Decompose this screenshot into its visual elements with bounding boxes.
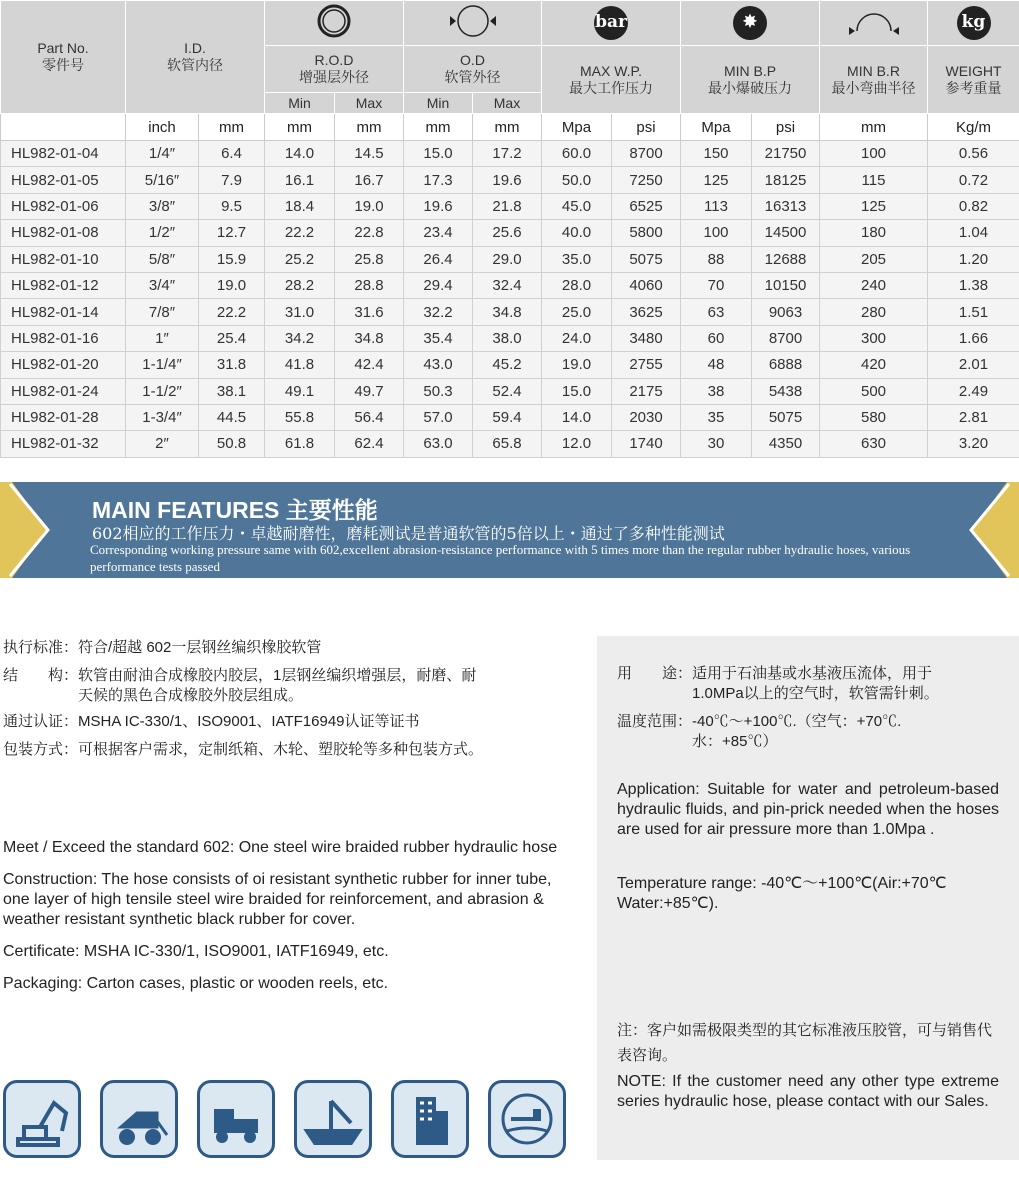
value-cell: 34.8 bbox=[335, 325, 404, 351]
value-cell: 25.2 bbox=[265, 246, 335, 272]
value-cell: 17.3 bbox=[404, 167, 473, 193]
header-min: Min bbox=[404, 93, 473, 114]
value-cell: 38 bbox=[681, 378, 752, 404]
value-cell: 0.82 bbox=[928, 193, 1019, 219]
value-cell: 5800 bbox=[612, 220, 681, 246]
od-icon bbox=[404, 1, 542, 46]
value-cell: 300 bbox=[820, 325, 928, 351]
value-cell: 17.2 bbox=[473, 141, 542, 167]
value-cell: 14.5 bbox=[335, 141, 404, 167]
value-cell: 100 bbox=[820, 141, 928, 167]
value-cell: 31.8 bbox=[199, 352, 265, 378]
value-cell: 8700 bbox=[752, 325, 820, 351]
unit-cell: psi bbox=[752, 114, 820, 141]
value-cell: 22.8 bbox=[335, 220, 404, 246]
value-cell: 25.4 bbox=[199, 325, 265, 351]
value-cell: 41.8 bbox=[265, 352, 335, 378]
table-row bbox=[1, 167, 1019, 193]
value-cell: 24.0 bbox=[542, 325, 612, 351]
value-cell: 1-3/4″ bbox=[126, 404, 199, 430]
value-cell: 34.8 bbox=[473, 299, 542, 325]
unit-cell: mm bbox=[265, 114, 335, 141]
value-cell: 2755 bbox=[612, 352, 681, 378]
part-number-cell: HL982-01-06 bbox=[1, 193, 126, 219]
value-cell: 7/8″ bbox=[126, 299, 199, 325]
value-cell: 21750 bbox=[752, 141, 820, 167]
value-cell: 32.4 bbox=[473, 272, 542, 298]
banner-en: Corresponding working pressure same with 602,excellent abrasion-resistance performance with 5 times more than the regular rubber hydraulic hoses, various performance tests passed bbox=[90, 542, 911, 574]
right-panel bbox=[597, 636, 1019, 1160]
header-od: O.D 软管外径 bbox=[404, 46, 542, 93]
wheel-loader-icon bbox=[100, 1080, 178, 1158]
part-number-cell: HL982-01-08 bbox=[1, 220, 126, 246]
value-cell: 38.0 bbox=[473, 325, 542, 351]
table-row bbox=[1, 272, 1019, 298]
value-cell: 4350 bbox=[752, 431, 820, 457]
value-cell: 28.0 bbox=[542, 272, 612, 298]
table-row bbox=[1, 299, 1019, 325]
value-cell: 3/8″ bbox=[126, 193, 199, 219]
value-cell: 2″ bbox=[126, 431, 199, 457]
value-cell: 150 bbox=[681, 141, 752, 167]
value-cell: 3/4″ bbox=[126, 272, 199, 298]
part-number-cell: HL982-01-14 bbox=[1, 299, 126, 325]
part-number-cell: HL982-01-24 bbox=[1, 378, 126, 404]
note-cn: 注：客户如需极限类型的其它标准液压胶管，可与销售代表咨询。 bbox=[617, 1022, 993, 1064]
value-cell: 1.20 bbox=[928, 246, 1019, 272]
part-number-cell: HL982-01-32 bbox=[1, 431, 126, 457]
value-cell: 580 bbox=[820, 404, 928, 430]
value-cell: 25.8 bbox=[335, 246, 404, 272]
table-row bbox=[1, 352, 1019, 378]
value-cell: 65.8 bbox=[473, 431, 542, 457]
value-cell: 31.6 bbox=[335, 299, 404, 325]
value-cell: 7250 bbox=[612, 167, 681, 193]
value-cell: 16.7 bbox=[335, 167, 404, 193]
unit-cell bbox=[1, 114, 126, 141]
banner-cn: 602相应的工作压力・卓越耐磨性，磨耗测试是普通软管的5倍以上・通过了多种性能测试 bbox=[92, 524, 725, 543]
value-cell: 100 bbox=[681, 220, 752, 246]
construction-en: Construction: The hose consists of oi resistant synthetic rubber for inner tube, one layer of high tensile steel wire braided for reinforcement, and abrasion & weather resistant synthetic black rubber for cover. bbox=[3, 871, 552, 928]
value-cell: 45.2 bbox=[473, 352, 542, 378]
table-row bbox=[1, 193, 1019, 219]
value-cell: 28.8 bbox=[335, 272, 404, 298]
value-cell: 280 bbox=[820, 299, 928, 325]
unit-cell: mm bbox=[335, 114, 404, 141]
part-number-cell: HL982-01-28 bbox=[1, 404, 126, 430]
value-cell: 35.4 bbox=[404, 325, 473, 351]
unit-cell: Mpa bbox=[681, 114, 752, 141]
value-cell: 113 bbox=[681, 193, 752, 219]
header-min: Min bbox=[265, 93, 335, 114]
value-cell: 500 bbox=[820, 378, 928, 404]
value-cell: 1.66 bbox=[928, 325, 1019, 351]
value-cell: 55.8 bbox=[265, 404, 335, 430]
header-min-br: MIN B.R 最小弯曲半径 bbox=[820, 46, 928, 114]
value-cell: 31.0 bbox=[265, 299, 335, 325]
table-row bbox=[1, 141, 1019, 167]
value-cell: 180 bbox=[820, 220, 928, 246]
value-cell: 26.4 bbox=[404, 246, 473, 272]
value-cell: 1″ bbox=[126, 325, 199, 351]
part-number-cell: HL982-01-12 bbox=[1, 272, 126, 298]
value-cell: 29.4 bbox=[404, 272, 473, 298]
value-cell: 1-1/4″ bbox=[126, 352, 199, 378]
value-cell: 1/4″ bbox=[126, 141, 199, 167]
header-min-bp: MIN B.P 最小爆破压力 bbox=[681, 46, 820, 114]
application-en: Application: Suitable for water and petroleum-based hydraulic fluids, and pin-prick needed when the hoses are used for air pressure more than 1.0Mpa . bbox=[617, 781, 999, 838]
value-cell: 59.4 bbox=[473, 404, 542, 430]
bend-radius-icon bbox=[820, 1, 928, 46]
value-cell: 630 bbox=[820, 431, 928, 457]
building-icon bbox=[391, 1080, 469, 1158]
value-cell: 12.0 bbox=[542, 431, 612, 457]
value-cell: 1.51 bbox=[928, 299, 1019, 325]
value-cell: 14.0 bbox=[542, 404, 612, 430]
value-cell: 115 bbox=[820, 167, 928, 193]
kg-icon: kg bbox=[928, 1, 1019, 46]
value-cell: 16313 bbox=[752, 193, 820, 219]
table-row bbox=[1, 431, 1019, 457]
application-icons bbox=[3, 1080, 566, 1158]
value-cell: 23.4 bbox=[404, 220, 473, 246]
value-cell: 15.0 bbox=[542, 378, 612, 404]
part-number-cell: HL982-01-05 bbox=[1, 167, 126, 193]
value-cell: 5/16″ bbox=[126, 167, 199, 193]
value-cell: 50.3 bbox=[404, 378, 473, 404]
standard-en: Meet / Exceed the standard 602: One steel wire braided rubber hydraulic hose bbox=[3, 839, 558, 856]
value-cell: 50.0 bbox=[542, 167, 612, 193]
standard-cn: 执行标准：符合/超越 602一层钢丝编织橡胶软管 bbox=[3, 639, 322, 656]
value-cell: 5075 bbox=[612, 246, 681, 272]
value-cell: 22.2 bbox=[265, 220, 335, 246]
value-cell: 3.20 bbox=[928, 431, 1019, 457]
left-cn-block bbox=[3, 634, 593, 764]
value-cell: 35 bbox=[681, 404, 752, 430]
bar-icon: bar bbox=[542, 1, 681, 46]
note-en: NOTE: If the customer need any other type extreme series hydraulic hose, please contact with our Sales. bbox=[617, 1073, 999, 1110]
header-max: Max bbox=[335, 93, 404, 114]
ship-crane-icon bbox=[294, 1080, 372, 1158]
value-cell: 19.0 bbox=[335, 193, 404, 219]
value-cell: 61.8 bbox=[265, 431, 335, 457]
agriculture-tractor-icon bbox=[488, 1080, 566, 1158]
value-cell: 14.0 bbox=[265, 141, 335, 167]
value-cell: 43.0 bbox=[404, 352, 473, 378]
value-cell: 50.8 bbox=[199, 431, 265, 457]
value-cell: 125 bbox=[681, 167, 752, 193]
header-weight: WEIGHT 参考重量 bbox=[928, 46, 1019, 114]
construction-cn: 结 构：软管由耐油合成橡胶内胶层，1层钢丝编织增强层，耐磨、耐 bbox=[3, 667, 477, 684]
header-rod: R.O.D 增强层外径 bbox=[265, 46, 404, 93]
value-cell: 0.56 bbox=[928, 141, 1019, 167]
value-cell: 25.6 bbox=[473, 220, 542, 246]
value-cell: 2175 bbox=[612, 378, 681, 404]
value-cell: 18125 bbox=[752, 167, 820, 193]
value-cell: 1740 bbox=[612, 431, 681, 457]
value-cell: 35.0 bbox=[542, 246, 612, 272]
value-cell: 88 bbox=[681, 246, 752, 272]
unit-cell: inch bbox=[126, 114, 199, 141]
dump-truck-icon bbox=[197, 1080, 275, 1158]
value-cell: 57.0 bbox=[404, 404, 473, 430]
construction-cn-2: 天候的黑色合成橡胶外胶层组成。 bbox=[3, 687, 304, 704]
value-cell: 28.2 bbox=[265, 272, 335, 298]
value-cell: 6525 bbox=[612, 193, 681, 219]
value-cell: 240 bbox=[820, 272, 928, 298]
value-cell: 63 bbox=[681, 299, 752, 325]
unit-cell: mm bbox=[820, 114, 928, 141]
value-cell: 1-1/2″ bbox=[126, 378, 199, 404]
part-number-cell: HL982-01-04 bbox=[1, 141, 126, 167]
value-cell: 9.5 bbox=[199, 193, 265, 219]
value-cell: 16.1 bbox=[265, 167, 335, 193]
value-cell: 38.1 bbox=[199, 378, 265, 404]
unit-cell: Mpa bbox=[542, 114, 612, 141]
value-cell: 44.5 bbox=[199, 404, 265, 430]
value-cell: 60 bbox=[681, 325, 752, 351]
value-cell: 125 bbox=[820, 193, 928, 219]
left-en-block bbox=[3, 838, 563, 994]
value-cell: 0.72 bbox=[928, 167, 1019, 193]
value-cell: 2.49 bbox=[928, 378, 1019, 404]
value-cell: 4060 bbox=[612, 272, 681, 298]
value-cell: 15.0 bbox=[404, 141, 473, 167]
main-features-banner bbox=[0, 482, 1019, 578]
value-cell: 60.0 bbox=[542, 141, 612, 167]
value-cell: 52.4 bbox=[473, 378, 542, 404]
value-cell: 8700 bbox=[612, 141, 681, 167]
value-cell: 18.4 bbox=[265, 193, 335, 219]
temperature-en: Temperature range: -40℃～+100℃(Air:+70℃ Water:+85℃). bbox=[617, 875, 947, 912]
value-cell: 48 bbox=[681, 352, 752, 378]
value-cell: 34.2 bbox=[265, 325, 335, 351]
value-cell: 56.4 bbox=[335, 404, 404, 430]
excavator-icon bbox=[3, 1080, 81, 1158]
units-row bbox=[1, 114, 1019, 141]
value-cell: 420 bbox=[820, 352, 928, 378]
value-cell: 10150 bbox=[752, 272, 820, 298]
header-max-wp: MAX W.P. 最大工作压力 bbox=[542, 46, 681, 114]
packaging-cn: 包装方式：可根据客户需求，定制纸箱、木轮、塑胶轮等多种包装方式。 bbox=[3, 741, 484, 758]
header-part-no: Part No. 零件号 bbox=[1, 1, 126, 114]
table-row bbox=[1, 246, 1019, 272]
value-cell: 45.0 bbox=[542, 193, 612, 219]
value-cell: 63.0 bbox=[404, 431, 473, 457]
unit-cell: mm bbox=[404, 114, 473, 141]
value-cell: 19.0 bbox=[542, 352, 612, 378]
value-cell: 30 bbox=[681, 431, 752, 457]
banner-title: MAIN FEATURES 主要性能 bbox=[92, 497, 378, 523]
value-cell: 1/2″ bbox=[126, 220, 199, 246]
part-number-cell: HL982-01-10 bbox=[1, 246, 126, 272]
header-max: Max bbox=[473, 93, 542, 114]
value-cell: 49.7 bbox=[335, 378, 404, 404]
value-cell: 3625 bbox=[612, 299, 681, 325]
value-cell: 21.8 bbox=[473, 193, 542, 219]
table-row bbox=[1, 325, 1019, 351]
value-cell: 70 bbox=[681, 272, 752, 298]
value-cell: 12688 bbox=[752, 246, 820, 272]
value-cell: 14500 bbox=[752, 220, 820, 246]
value-cell: 49.1 bbox=[265, 378, 335, 404]
value-cell: 3480 bbox=[612, 325, 681, 351]
unit-cell: mm bbox=[473, 114, 542, 141]
table-row bbox=[1, 404, 1019, 430]
packaging-en: Packaging: Carton cases, plastic or wooden reels, etc. bbox=[3, 975, 389, 992]
table-row bbox=[1, 378, 1019, 404]
unit-cell: mm bbox=[199, 114, 265, 141]
value-cell: 6888 bbox=[752, 352, 820, 378]
value-cell: 32.2 bbox=[404, 299, 473, 325]
value-cell: 2030 bbox=[612, 404, 681, 430]
temp-cn: 温度范围：-40℃～+100℃.（空气：+70℃. 水：+85℃） bbox=[617, 713, 902, 750]
header-id: I.D. 软管内径 bbox=[126, 1, 265, 114]
table-row bbox=[1, 220, 1019, 246]
value-cell: 5/8″ bbox=[126, 246, 199, 272]
value-cell: 25.0 bbox=[542, 299, 612, 325]
part-number-cell: HL982-01-16 bbox=[1, 325, 126, 351]
rod-icon bbox=[265, 1, 404, 46]
use-cn: 用 途：适用于石油基或水基液压流体，用于 1.0MPa以上的空气时，软管需针刺。 bbox=[617, 665, 939, 702]
certificate-cn: 通过认证：MSHA IC-330/1、ISO9001、IATF16949认证等证书 bbox=[3, 713, 420, 730]
burst-icon: ✸ bbox=[681, 1, 820, 46]
value-cell: 19.0 bbox=[199, 272, 265, 298]
value-cell: 40.0 bbox=[542, 220, 612, 246]
value-cell: 12.7 bbox=[199, 220, 265, 246]
value-cell: 5438 bbox=[752, 378, 820, 404]
value-cell: 1.38 bbox=[928, 272, 1019, 298]
value-cell: 1.04 bbox=[928, 220, 1019, 246]
certificate-en: Certificate: MSHA IC-330/1, ISO9001, IATF16949, etc. bbox=[3, 943, 389, 960]
value-cell: 2.81 bbox=[928, 404, 1019, 430]
value-cell: 62.4 bbox=[335, 431, 404, 457]
value-cell: 2.01 bbox=[928, 352, 1019, 378]
value-cell: 15.9 bbox=[199, 246, 265, 272]
value-cell: 5075 bbox=[752, 404, 820, 430]
value-cell: 29.0 bbox=[473, 246, 542, 272]
part-number-cell: HL982-01-20 bbox=[1, 352, 126, 378]
value-cell: 9063 bbox=[752, 299, 820, 325]
value-cell: 6.4 bbox=[199, 141, 265, 167]
value-cell: 19.6 bbox=[404, 193, 473, 219]
spec-table bbox=[0, 0, 1019, 458]
value-cell: 205 bbox=[820, 246, 928, 272]
value-cell: 42.4 bbox=[335, 352, 404, 378]
value-cell: 22.2 bbox=[199, 299, 265, 325]
value-cell: 7.9 bbox=[199, 167, 265, 193]
unit-cell: Kg/m bbox=[928, 114, 1019, 141]
unit-cell: psi bbox=[612, 114, 681, 141]
value-cell: 19.6 bbox=[473, 167, 542, 193]
